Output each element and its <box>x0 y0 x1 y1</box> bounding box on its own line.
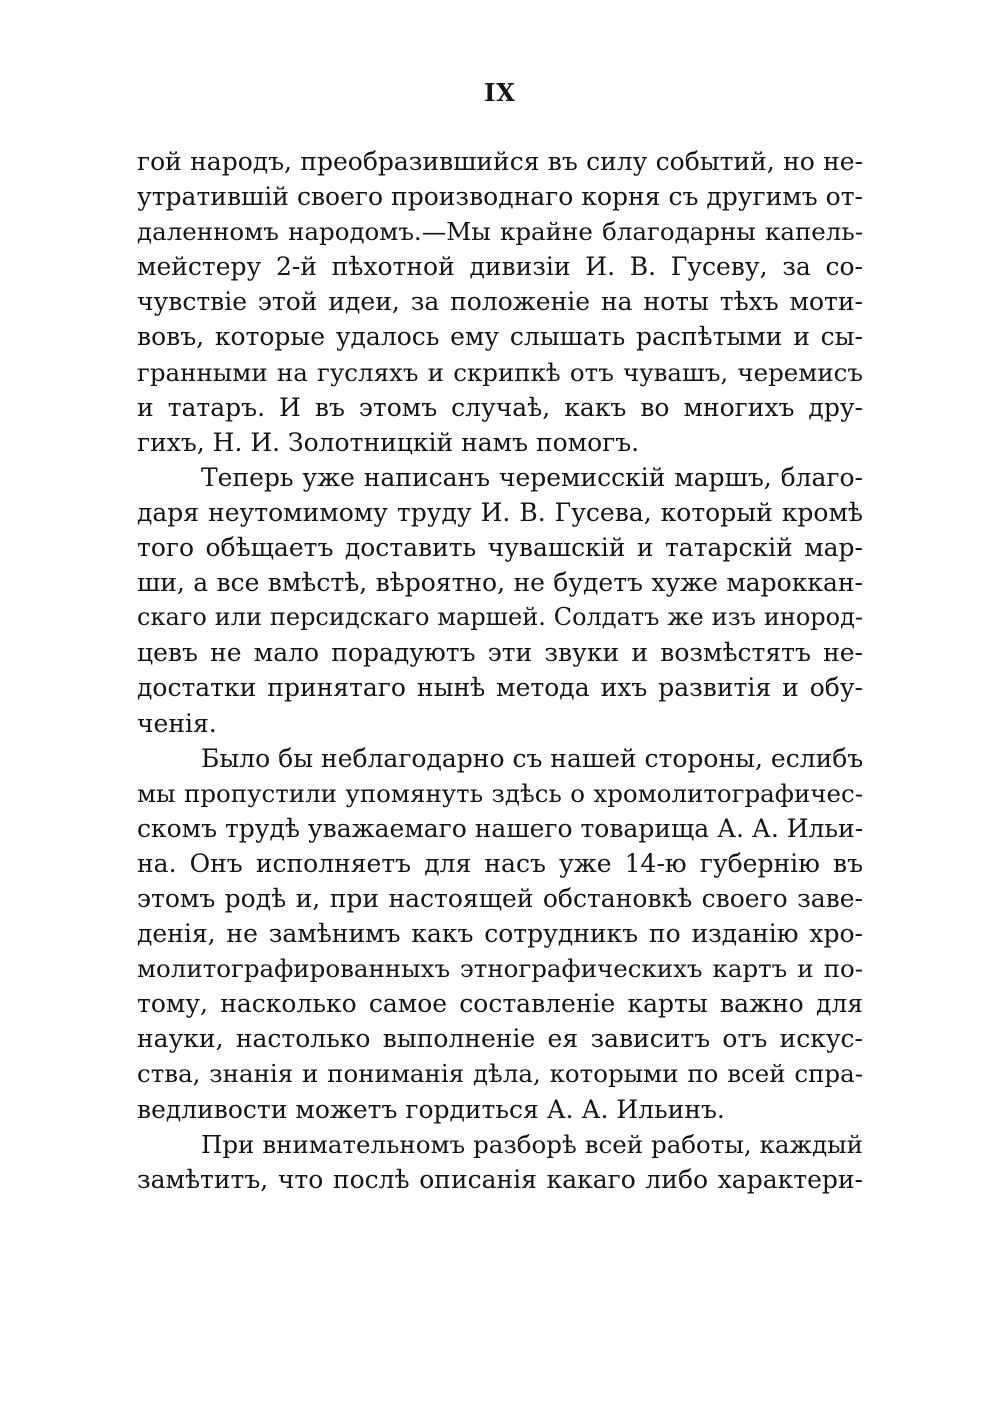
text-line: гранными на гусляхъ и скрипкѣ отъ чувашъ, черемисъ <box>137 357 863 387</box>
text-line: достатки принятаго нынѣ метода ихъ развитія и обу- <box>137 673 863 703</box>
paragraph <box>137 144 863 460</box>
text-line: мейстеру 2-й пѣхотной дивизіи И. В. Гусеву, за со- <box>137 252 863 282</box>
paragraph <box>137 1127 863 1197</box>
text-line: утратившій своего производнаго корня съ другимъ от- <box>137 182 863 212</box>
text-line: даленномъ народомъ.—Мы крайне благодарны капель- <box>137 217 863 247</box>
text-line: Теперь уже написанъ черемисскій маршъ, благо- <box>201 462 863 492</box>
text-line: науки, настолько выполненіе ея зависитъ отъ искус- <box>137 1024 863 1054</box>
text-line: этомъ родѣ и, при настоящей обстановкѣ своего заве- <box>137 883 863 913</box>
text-line: молитографированныхъ этнографическихъ картъ и по- <box>137 954 863 984</box>
text-line: гой народъ, преобразившийся въ силу событий, но не- <box>137 147 863 176</box>
text-line: ши, а все вмѣстѣ, вѣроятно, не будетъ хуже мароккан- <box>137 568 863 598</box>
paragraph <box>137 741 863 1127</box>
text-line: чувствіе этой идеи, за положеніе на ноты тѣхъ моти- <box>137 287 863 317</box>
text-line: тому, насколько самое составленіе карты важно для <box>137 989 863 1019</box>
text-line: вовъ, которые удалось ему слышать распѣтыми и сы- <box>137 322 863 352</box>
text-line: гихъ, Н. И. Золотницкій намъ помогъ. <box>137 427 640 457</box>
text-line: на. Онъ исполняетъ для насъ уже 14-ю губернію въ <box>137 848 863 878</box>
text-line: Было бы неблагодарно съ нашей стороны, еслибъ <box>201 743 864 773</box>
text-line: ченія. <box>137 708 217 738</box>
text-line: ведливости можетъ гордиться А. А. Ильинъ. <box>137 1094 725 1124</box>
text-line: замѣтитъ, что послѣ описанія какаго либо характери- <box>137 1164 863 1194</box>
paragraph <box>137 460 863 741</box>
text-line: ства, знанія и пониманія дѣла, которыми по всей спра- <box>137 1059 863 1089</box>
text-line: денія, не замѣнимъ какъ сотрудникъ по изданію хро- <box>137 919 863 949</box>
body-text <box>137 144 863 1197</box>
text-line: даря неутомимому труду И. В. Гусева, который кромѣ <box>137 497 863 527</box>
text-line: мы пропустили упомянуть здѣсь о хромолитографичес- <box>137 778 863 808</box>
text-line: скаго или персидскаго маршей. Солдатъ же изъ инород- <box>137 603 863 632</box>
page-number: IX <box>484 78 516 107</box>
text-line: При внимательномъ разборѣ всей работы, каждый <box>201 1129 863 1159</box>
text-line: того обѣщаетъ доставить чувашскій и татарскій мар- <box>137 533 863 563</box>
text-line: скомъ трудѣ уважаемаго нашего товарища А. А. Ильи- <box>137 813 864 843</box>
text-line: и татаръ. И въ этомъ случаѣ, какъ во многихъ дру- <box>137 392 863 422</box>
text-line: цевъ не мало порадуютъ эти звуки и возмѣстятъ не- <box>137 638 863 668</box>
